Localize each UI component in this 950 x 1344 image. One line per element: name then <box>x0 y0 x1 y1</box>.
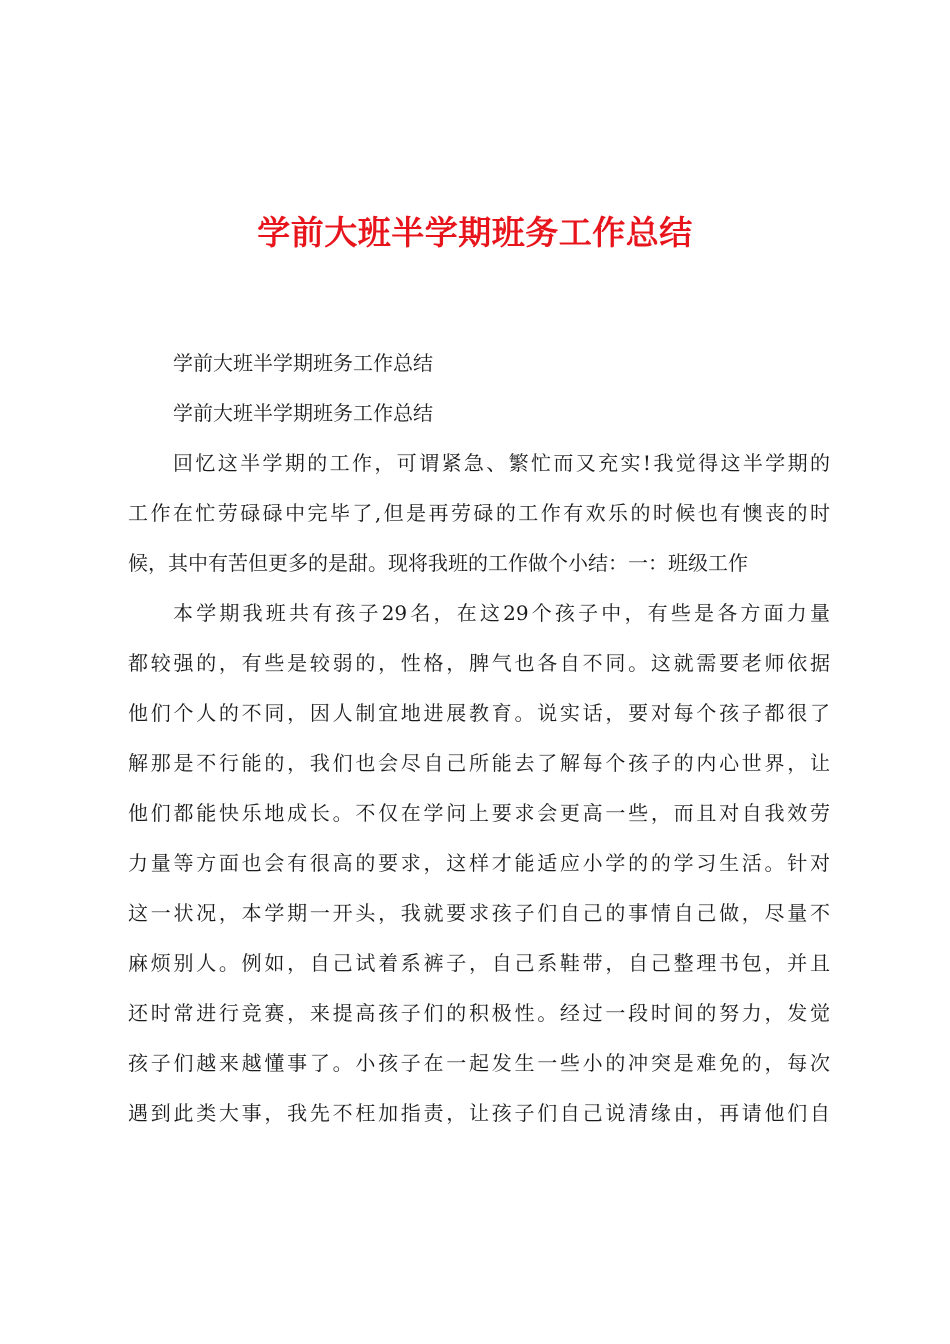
document-title: 学前大班半学期班务工作总结 <box>257 213 693 252</box>
paragraph-line: 这一状况，本学期一开头，我就要求孩子们自己的事情自己做，尽量不 <box>128 901 830 925</box>
document-body <box>128 345 830 1131</box>
paragraph-line: 孩子们越来越懂事了。小孩子在一起发生一些小的冲突是难免的，每次 <box>128 1051 830 1075</box>
paragraph-line: 本学期我班共有孩子29名，在这29个孩子中，有些是各方面力量 <box>173 601 830 625</box>
paragraph-line: 他们都能快乐地成长。不仅在学问上要求会更高一些，而且对自我效劳 <box>128 801 830 825</box>
paragraph-line: 工作在忙劳碌碌中完毕了,但是再劳碌的工作有欢乐的时候也有懊丧的时 <box>128 501 830 525</box>
subtitle-line: 学前大班半学期班务工作总结 <box>173 351 433 375</box>
paragraph-line: 回忆这半学期的工作，可谓紧急、繁忙而又充实!我觉得这半学期的 <box>173 451 830 475</box>
subtitle-line: 学前大班半学期班务工作总结 <box>173 401 433 425</box>
paragraph-line: 还时常进行竞赛，来提高孩子们的积极性。经过一段时间的努力，发觉 <box>128 1001 830 1025</box>
paragraph-line: 遇到此类大事，我先不枉加指责，让孩子们自己说清缘由，再请他们自 <box>128 1101 830 1125</box>
paragraph-line: 力量等方面也会有很高的要求，这样才能适应小学的的学习生活。针对 <box>128 851 830 875</box>
paragraph-line: 他们个人的不同，因人制宜地进展教育。说实话，要对每个孩子都很了 <box>128 701 830 725</box>
paragraph-line: 候，其中有苦但更多的是甜。现将我班的工作做个小结：一：班级工作 <box>128 551 748 575</box>
paragraph-line: 麻烦别人。例如，自己试着系裤子，自己系鞋带，自己整理书包，并且 <box>128 951 830 975</box>
paragraph-line: 解那是不行能的，我们也会尽自己所能去了解每个孩子的内心世界，让 <box>128 751 830 775</box>
paragraph-line: 都较强的，有些是较弱的，性格，脾气也各自不同。这就需要老师依据 <box>128 651 830 675</box>
